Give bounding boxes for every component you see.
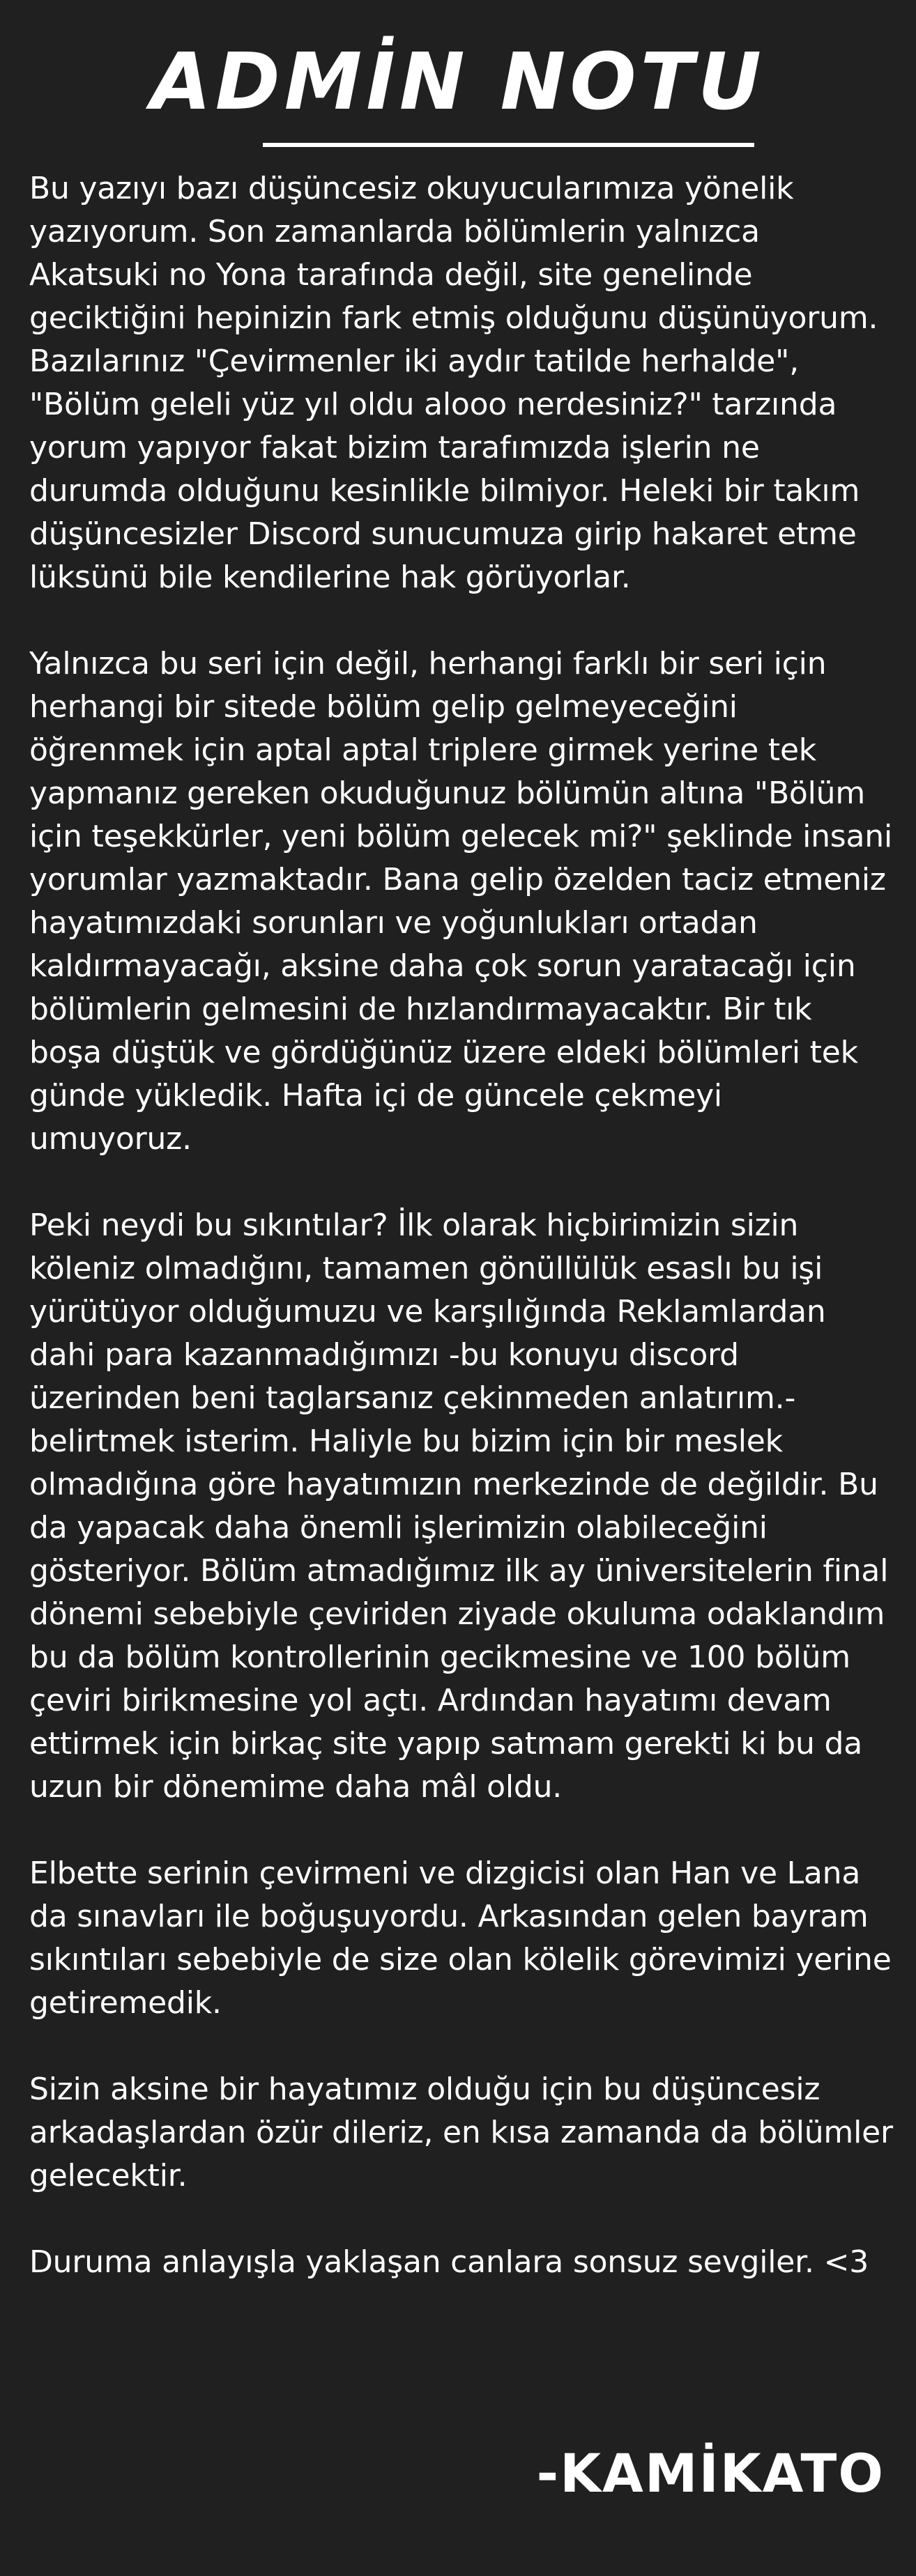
paragraph-6: Duruma anlayışla yaklaşan canlara sonsuz sevgiler. <3 (29, 2244, 869, 2280)
paragraph-3: Peki neydi bu sıkıntılar? İlk olarak hiçbirimizin sizin köleniz olmadığını, tamamen gönüllülük esaslı bu işi yürütüyor olduğumuzu ve karşılığında Reklamlardan dahi para kazanmadığımızı -bu konuyu discord üzerinden beni taglarsanız çekinmeden anlatırım.- belirtmek isterim. Haliyle bu bizim için bir meslek olmadığına göre hayatımızın merkezinde de değildir. Bu da yapacak daha önemli işlerimizin olabileceğini gösteriyor. Bölüm atmadığımız ilk ay üniversitelerin final dönemi sebebiyle çeviriden ziyade okuluma odaklandım bu da bölüm kontrollerinin gecikmesine ve 100 bölüm çeviri birikmesine yol açtı. Ardından hayatımı devam ettirmek için birkaç site yapıp satmam gerekti ki bu da uzun bir dönemime daha mâl oldu. (29, 1208, 889, 1805)
paragraph-4: Elbette serinin çevirmeni ve dizgicisi olan Han ve Lana da sınavları ile boğuşuyordu. Arkasından gelen bayram sıkıntıları sebebiyle de size olan kölelik görevimizi yerine getiremedik. (29, 1856, 892, 2021)
paragraph-1: Bu yazıyı bazı düşüncesiz okuyucularımıza yönelik yazıyorum. Son zamanlarda bölümlerin yalnızca Akatsuki no Yona tarafında değil, site genelinde geciktiğini hepinizin fark etmiş olduğunu düşünüyorum. Bazılarınız "Çevirmenler iki aydır tatilde herhalde", "Bölüm geleli yüz yıl oldu alooo nerdesiniz?" tarzında yorum yapıyor fakat bizim tarafımızda işlerin ne durumda olduğunu kesinlikle bilmiyor. Heleki bir takım düşüncesizler Discord sunucumuza girip hakaret etme lüksünü bile kendilerine hak görüyorlar. (29, 171, 878, 595)
note-body (29, 167, 894, 2327)
signature: -KAMİKATO (536, 2442, 885, 2504)
paragraph-5: Sizin aksine bir hayatımız olduğu için bu düşüncesiz arkadaşlardan özür dileriz, en kısa zamanda da bölümler gelecektir. (29, 2072, 893, 2193)
paragraph-2: Yalnızca bu seri için değil, herhangi farklı bir seri için herhangi bir sitede bölüm gelip gelmeyeceğini öğrenmek için aptal aptal triplere girmek yerine tek yapmanız gereken okuduğunuz bölümün altına "Bölüm için teşekkürler, yeni bölüm gelecek mi?" şeklinde insani yorumlar yazmaktadır. Bana gelip özelden taciz etmeniz hayatımızdaki sorunları ve yoğunlukları ortadan kaldırmayacağı, aksine daha çok sorun yaratacağı için bölümlerin gelmesini de hızlandırmayacaktır. Bir tık boşa düştük ve gördüğünüz üzere eldeki bölümleri tek günde yükledik. Hafta içi de güncele çekmeyi umuyoruz. (29, 646, 892, 1157)
title-underline (263, 143, 754, 147)
page-title: ADMİN NOTU (151, 37, 765, 128)
